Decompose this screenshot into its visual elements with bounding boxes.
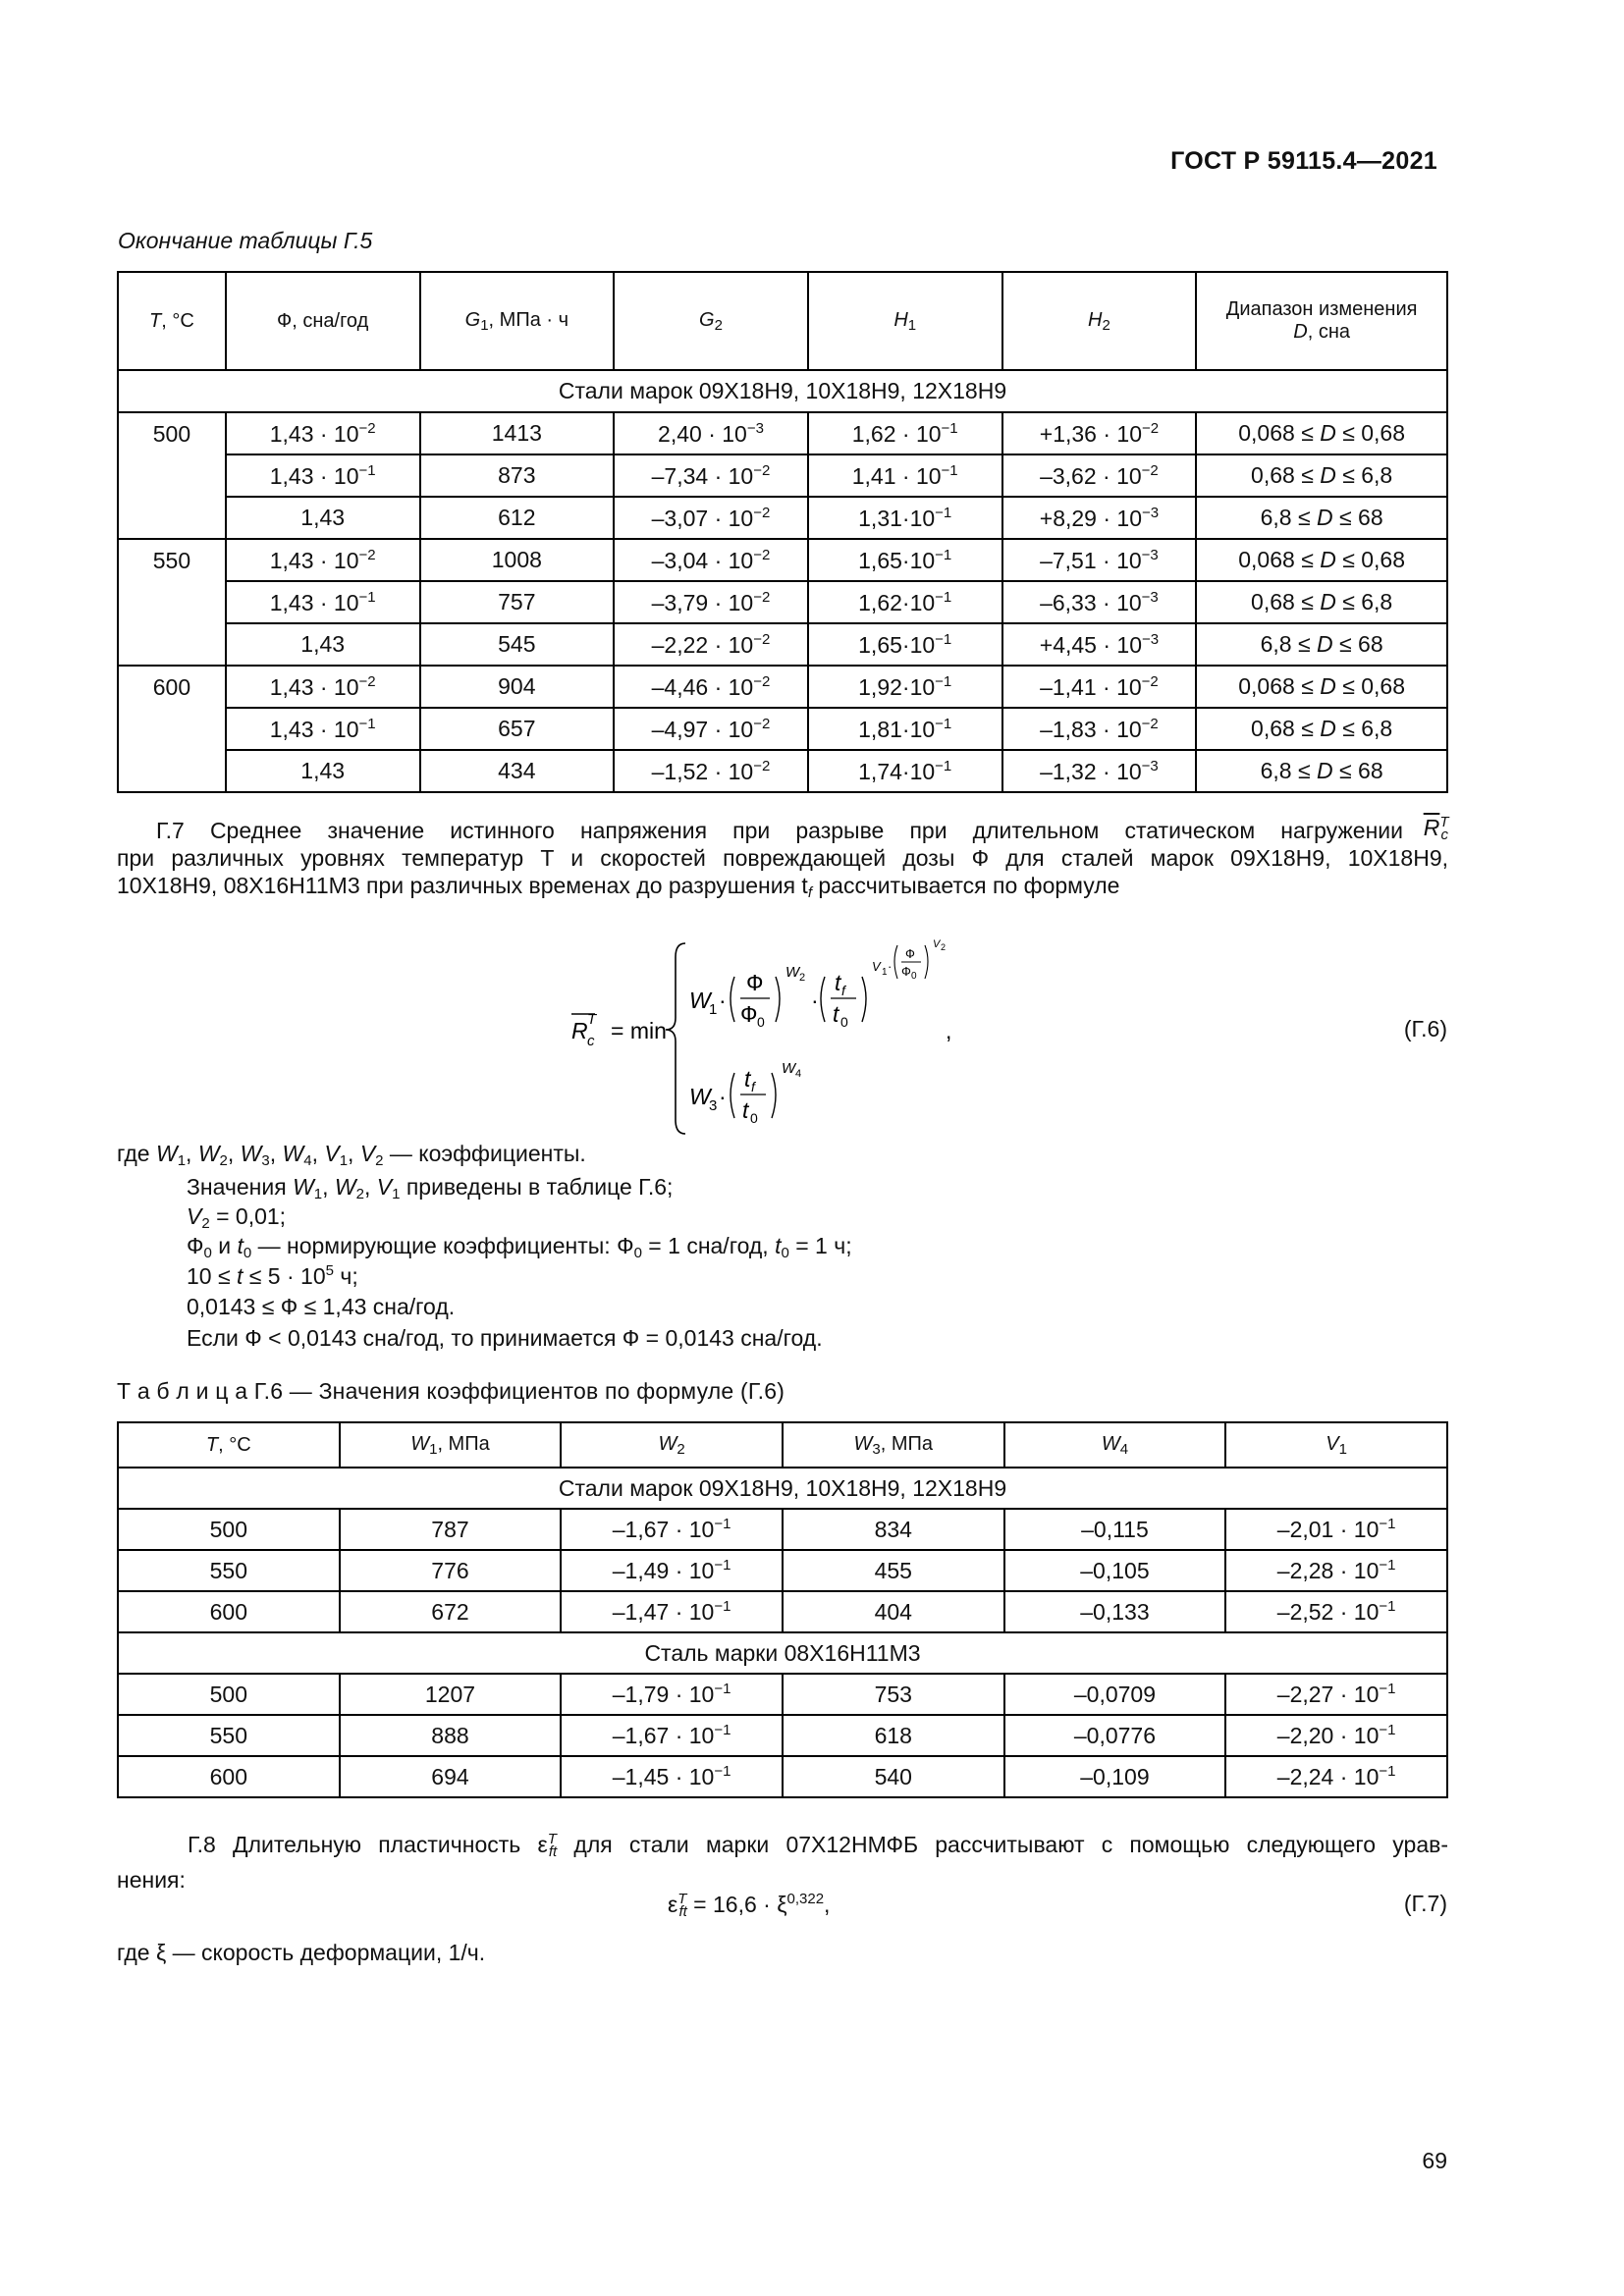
w3-cell: 618 xyxy=(783,1715,1004,1756)
g2-cell: $-3,79 \cdot 10^{-2}$ xyxy=(614,581,808,623)
temperature-cell: 500 xyxy=(118,1509,340,1550)
v1-cell: $-2,27 \cdot 10^{-1}$ xyxy=(1225,1674,1447,1715)
range-cell: 0,068 ≤ D ≤ 0,68 xyxy=(1196,412,1447,454)
svg-text:W: W xyxy=(782,1060,796,1077)
g1-cell: 1008 xyxy=(420,539,615,581)
table-row xyxy=(118,1550,1447,1591)
left-brace xyxy=(666,943,685,1134)
table-g5 xyxy=(117,271,1448,793)
svg-text:Ф: Ф xyxy=(901,964,911,979)
formula-g6-number: (Г.6) xyxy=(1403,1016,1447,1041)
w1-cell: 694 xyxy=(340,1756,562,1797)
rct-symbol: $\overline{R}^T_c$ xyxy=(1423,814,1449,843)
svg-text:Ф: Ф xyxy=(740,1001,758,1027)
table-g5-body xyxy=(118,370,1447,792)
header-h2: $H_2$ xyxy=(1002,272,1197,370)
w4-cell: –0,115 xyxy=(1004,1509,1226,1550)
svg-text:0: 0 xyxy=(911,971,917,982)
phi-cell: $1,43 \cdot 10^{-1}$ xyxy=(226,708,420,750)
svg-text:Ф: Ф xyxy=(905,946,915,961)
g8-where: где ξ — скорость деформации, 1/ч. xyxy=(117,1940,486,1965)
v1-cell: $-2,24 \cdot 10^{-1}$ xyxy=(1225,1756,1447,1797)
w2-cell: $-1,67 \cdot 10^{-1}$ xyxy=(561,1715,783,1756)
svg-text:0: 0 xyxy=(840,1014,848,1030)
w4-cell: –0,0709 xyxy=(1004,1674,1226,1715)
table-row xyxy=(118,1756,1447,1797)
page-number: 69 xyxy=(1422,2148,1447,2173)
g7-line3-sub: f xyxy=(807,884,812,901)
temperature-cell: 600 xyxy=(118,666,226,792)
phi-cell: $1,43 \cdot 10^{-2}$ xyxy=(226,539,420,581)
table-g6-body xyxy=(118,1468,1447,1797)
v1-cell: $-2,20 \cdot 10^{-1}$ xyxy=(1225,1715,1447,1756)
header-phi: Ф, сна/год xyxy=(226,272,420,370)
h2-cell: $+4,45 \cdot 10^{-3}$ xyxy=(1002,623,1197,666)
note-1: Значения $W_1$, $W_2$, $V_1$ приведены в таблице Г.6; xyxy=(187,1174,674,1202)
header-t: T, °C xyxy=(118,272,226,370)
svg-text:3: 3 xyxy=(709,1097,718,1114)
section-row xyxy=(118,1632,1447,1674)
phi-cell: $1,43 \cdot 10^{-1}$ xyxy=(226,454,420,497)
range-cell: 6,8 ≤ D ≤ 68 xyxy=(1196,497,1447,539)
note-3: $Ф_0$ и $t_0$ — нормирующие коэффициенты: $Ф_0 = 1$ сна/год, $t_0 = 1$ ч; xyxy=(187,1233,852,1261)
temperature-cell: 550 xyxy=(118,1715,340,1756)
g8-line2: нения: xyxy=(117,1867,186,1893)
temperature-cell: 600 xyxy=(118,1591,340,1632)
h2-cell: $-1,83 \cdot 10^{-2}$ xyxy=(1002,708,1197,750)
svg-text:V: V xyxy=(933,938,941,950)
g1-cell: 873 xyxy=(420,454,615,497)
svg-text:0: 0 xyxy=(757,1014,765,1030)
svg-text:·: · xyxy=(811,988,819,1013)
v1-cell: $-2,01 \cdot 10^{-1}$ xyxy=(1225,1509,1447,1550)
section-title: Сталь марки 08Х16Н11М3 xyxy=(118,1632,1447,1674)
range-cell: 0,68 ≤ D ≤ 6,8 xyxy=(1196,708,1447,750)
range-cell: 0,068 ≤ D ≤ 0,68 xyxy=(1196,539,1447,581)
w4-cell: –0,109 xyxy=(1004,1756,1226,1797)
table-row xyxy=(118,1591,1447,1632)
h2-cell: $-3,62 \cdot 10^{-2}$ xyxy=(1002,454,1197,497)
svg-text:1: 1 xyxy=(882,967,888,978)
h2-cell: $-1,32 \cdot 10^{-3}$ xyxy=(1002,750,1197,792)
h1-cell: $1,62 \cdot 10^{-1}$ xyxy=(808,412,1002,454)
phi-cell: 1,43 xyxy=(226,750,420,792)
phi-cell: $1,43 \cdot 10^{-2}$ xyxy=(226,666,420,708)
svg-text:T: T xyxy=(587,1011,597,1028)
header-w4: $W_4$ xyxy=(1004,1422,1226,1468)
formula-top xyxy=(689,938,946,1030)
svg-text:Ф: Ф xyxy=(746,970,764,995)
svg-text:·: · xyxy=(719,988,727,1013)
svg-text:f: f xyxy=(841,983,845,998)
formula-g6 xyxy=(560,928,1011,1144)
table-row xyxy=(118,750,1447,792)
w3-cell: 540 xyxy=(783,1756,1004,1797)
header-g1: $G_1$, МПа · ч xyxy=(420,272,615,370)
header-g2: $G_2$ xyxy=(614,272,808,370)
g2-cell: $-4,97 \cdot 10^{-2}$ xyxy=(614,708,808,750)
table-row xyxy=(118,454,1447,497)
range-cell: 6,8 ≤ D ≤ 68 xyxy=(1196,750,1447,792)
g2-cell: $-7,34 \cdot 10^{-2}$ xyxy=(614,454,808,497)
g7-line3 xyxy=(117,872,1448,907)
v1-cell: $-2,52 \cdot 10^{-1}$ xyxy=(1225,1591,1447,1632)
g2-cell: $-3,04 \cdot 10^{-2}$ xyxy=(614,539,808,581)
table-row xyxy=(118,1509,1447,1550)
svg-text:1: 1 xyxy=(709,1001,718,1018)
phi-cell: 1,43 xyxy=(226,497,420,539)
h1-cell: $1,65\cdot 10^{-1}$ xyxy=(808,539,1002,581)
g7-line1-text: Г.7 Среднее значение истинного напряжения при разрыве при длительном статическом нагружении xyxy=(156,818,1403,843)
h1-cell: $1,81\cdot 10^{-1}$ xyxy=(808,708,1002,750)
w3-cell: 834 xyxy=(783,1509,1004,1550)
svg-text:R: R xyxy=(571,1018,588,1043)
h1-cell: $1,65\cdot 10^{-1}$ xyxy=(808,623,1002,666)
table-header-row xyxy=(118,1422,1447,1468)
paragraph-g8 xyxy=(117,1826,1448,1894)
w1-cell: 787 xyxy=(340,1509,562,1550)
w3-cell: 753 xyxy=(783,1674,1004,1715)
w3-cell: 455 xyxy=(783,1550,1004,1591)
paragraph-g7 xyxy=(117,814,1449,907)
table-row xyxy=(118,708,1447,750)
g2-cell: $-2,22 \cdot 10^{-2}$ xyxy=(614,623,808,666)
svg-text:4: 4 xyxy=(795,1068,802,1080)
w4-cell: –0,105 xyxy=(1004,1550,1226,1591)
phi-cell: 1,43 xyxy=(226,623,420,666)
g7-line2: при различных уровнях температур T и скоростей повреждающей дозы Ф для сталей марок 09Х18Н9, 10Х18Н9, xyxy=(117,845,1448,871)
g8-line1: Г.8 Длительную пластичность $\varepsilon^T_{ft}$ для стали марки 07Х12НМФБ рассчитывают с помощью следующего урав- xyxy=(188,1831,1448,1860)
range-cell: 0,068 ≤ D ≤ 0,68 xyxy=(1196,666,1447,708)
svg-text:t: t xyxy=(833,1001,839,1027)
section-row xyxy=(118,370,1447,412)
table-row xyxy=(118,666,1447,708)
table-header-row xyxy=(118,272,1447,370)
svg-text:·: · xyxy=(719,1084,727,1109)
section-title: Стали марок 09Х18Н9, 10Х18Н9, 12Х18Н9 xyxy=(118,1468,1447,1509)
svg-text:W: W xyxy=(689,1084,711,1109)
g1-cell: 657 xyxy=(420,708,615,750)
svg-text:V: V xyxy=(872,959,881,974)
svg-text:W: W xyxy=(785,964,800,981)
note-5: 0,0143 ≤ Ф ≤ 1,43 сна/год. xyxy=(187,1294,456,1319)
svg-text:t: t xyxy=(744,1066,751,1092)
note-2: $V_2 = 0,01$; xyxy=(187,1203,287,1232)
h1-cell: $1,92\cdot 10^{-1}$ xyxy=(808,666,1002,708)
section-title: Стали марок 09Х18Н9, 10Х18Н9, 12Х18Н9 xyxy=(118,370,1447,412)
w2-cell: $-1,49 \cdot 10^{-1}$ xyxy=(561,1550,783,1591)
v1-cell: $-2,28 \cdot 10^{-1}$ xyxy=(1225,1550,1447,1591)
h1-cell: $1,62\cdot 10^{-1}$ xyxy=(808,581,1002,623)
header-v1: $V_1$ xyxy=(1225,1422,1447,1468)
table-row xyxy=(118,623,1447,666)
g2-cell: $-1,52 \cdot 10^{-2}$ xyxy=(614,750,808,792)
g2-cell: $-4,46 \cdot 10^{-2}$ xyxy=(614,666,808,708)
h2-cell: $+1,36 \cdot 10^{-2}$ xyxy=(1002,412,1197,454)
g1-cell: 904 xyxy=(420,666,615,708)
g1-cell: 434 xyxy=(420,750,615,792)
formula-comma: , xyxy=(946,1018,952,1043)
svg-text:t: t xyxy=(835,970,841,995)
table-row xyxy=(118,412,1447,454)
w4-cell: –0,0776 xyxy=(1004,1715,1226,1756)
g1-cell: 545 xyxy=(420,623,615,666)
w1-cell: 776 xyxy=(340,1550,562,1591)
w4-cell: –0,133 xyxy=(1004,1591,1226,1632)
header-range: Диапазон изменения D, сна xyxy=(1196,272,1447,370)
svg-text:0: 0 xyxy=(750,1110,758,1126)
table-row xyxy=(118,581,1447,623)
h2-cell: $-6,33 \cdot 10^{-3}$ xyxy=(1002,581,1197,623)
h1-cell: $1,74\cdot 10^{-1}$ xyxy=(808,750,1002,792)
h1-cell: $1,41 \cdot 10^{-1}$ xyxy=(808,454,1002,497)
formula-g7: $\varepsilon^T_{ft} = 16,6 \cdot \xi^{0,322}$, xyxy=(668,1891,831,1920)
range-cell: 0,68 ≤ D ≤ 6,8 xyxy=(1196,581,1447,623)
range-cell: 0,68 ≤ D ≤ 6,8 xyxy=(1196,454,1447,497)
svg-text:·: · xyxy=(888,959,893,974)
temperature-cell: 550 xyxy=(118,1550,340,1591)
formula-bottom xyxy=(689,1060,801,1126)
header-t: T, °C xyxy=(118,1422,340,1468)
w2-cell: $-1,45 \cdot 10^{-1}$ xyxy=(561,1756,783,1797)
w1-cell: 1207 xyxy=(340,1674,562,1715)
table-row xyxy=(118,1674,1447,1715)
section-row xyxy=(118,1468,1447,1509)
note-4: $10 \le t \le 5 \cdot 10^5$ ч; xyxy=(187,1262,358,1289)
table-row xyxy=(118,1715,1447,1756)
svg-text:t: t xyxy=(742,1097,749,1123)
h2-cell: $-7,51 \cdot 10^{-3}$ xyxy=(1002,539,1197,581)
formula-g7-number: (Г.7) xyxy=(1403,1891,1447,1916)
svg-text:f: f xyxy=(751,1079,755,1095)
w2-cell: $-1,79 \cdot 10^{-1}$ xyxy=(561,1674,783,1715)
note-6: Если Ф < 0,0143 сна/год, то принимается Ф = 0,0143 сна/год. xyxy=(187,1325,823,1351)
w3-cell: 404 xyxy=(783,1591,1004,1632)
table-row xyxy=(118,539,1447,581)
g7-line3-tail: рассчитывается по формуле xyxy=(812,873,1120,898)
g7-line3-text: 10Х18Н9, 08Х16Н11М3 при различных временах до разрушения t xyxy=(117,873,808,898)
svg-text:c: c xyxy=(587,1033,595,1049)
w1-cell: 672 xyxy=(340,1591,562,1632)
header-w2: $W_2$ xyxy=(561,1422,783,1468)
range-cell: 6,8 ≤ D ≤ 68 xyxy=(1196,623,1447,666)
g2-cell: $-3,07 \cdot 10^{-2}$ xyxy=(614,497,808,539)
where-line: где $W_1$, $W_2$, $W_3$, $W_4$, $V_1$, $V_2$ — коэффициенты. xyxy=(117,1141,586,1169)
table-row xyxy=(118,497,1447,539)
g2-cell: $2,40 \cdot 10^{-3}$ xyxy=(614,412,808,454)
g1-cell: 757 xyxy=(420,581,615,623)
temperature-cell: 600 xyxy=(118,1756,340,1797)
w1-cell: 888 xyxy=(340,1715,562,1756)
table-g6 xyxy=(117,1421,1448,1798)
svg-text:2: 2 xyxy=(799,972,806,984)
phi-cell: $1,43 \cdot 10^{-2}$ xyxy=(226,412,420,454)
w2-cell: $-1,67 \cdot 10^{-1}$ xyxy=(561,1509,783,1550)
g7-line1 xyxy=(117,814,1449,844)
header-h1: $H_1$ xyxy=(808,272,1002,370)
header-w3: $W_3$, МПа xyxy=(783,1422,1004,1468)
table-continuation-caption: Окончание таблицы Г.5 xyxy=(118,228,373,253)
svg-text:= min: = min xyxy=(611,1018,667,1043)
w2-cell: $-1,47 \cdot 10^{-1}$ xyxy=(561,1591,783,1632)
g1-cell: 612 xyxy=(420,497,615,539)
standard-number: ГОСТ Р 59115.4—2021 xyxy=(1170,147,1437,175)
h1-cell: $1,31\cdot 10^{-1}$ xyxy=(808,497,1002,539)
h2-cell: $+8,29 \cdot 10^{-3}$ xyxy=(1002,497,1197,539)
h2-cell: $-1,41 \cdot 10^{-2}$ xyxy=(1002,666,1197,708)
svg-text:W: W xyxy=(689,988,711,1013)
temperature-cell: 500 xyxy=(118,1674,340,1715)
header-range-line1: Диапазон изменения xyxy=(1225,298,1418,320)
phi-cell: $1,43 \cdot 10^{-1}$ xyxy=(226,581,420,623)
table-g6-caption: Т а б л и ц а Г.6 — Значения коэффициентов по формуле (Г.6) xyxy=(117,1378,785,1404)
temperature-cell: 500 xyxy=(118,412,226,539)
g1-cell: 1413 xyxy=(420,412,615,454)
formula-lhs xyxy=(571,1011,667,1049)
svg-text:2: 2 xyxy=(941,942,947,952)
temperature-cell: 550 xyxy=(118,539,226,666)
header-w1: $W_1$, МПа xyxy=(340,1422,562,1468)
